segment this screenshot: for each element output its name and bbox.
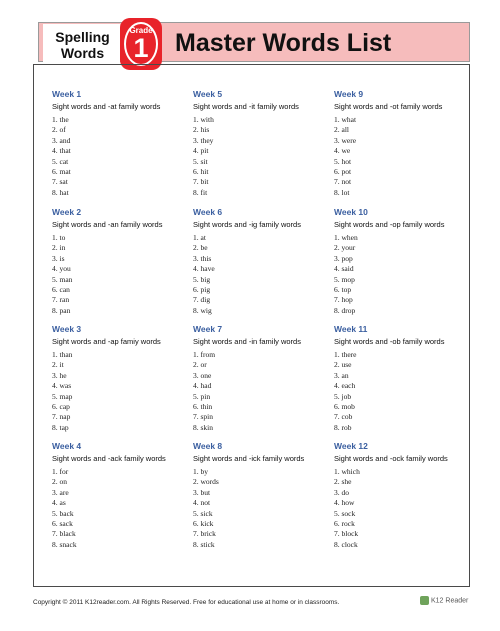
week-block xyxy=(193,324,325,433)
word-item: 7. sat xyxy=(52,177,68,187)
word-item: 8. skin xyxy=(193,422,214,432)
word-list xyxy=(334,233,466,316)
word-item: 2. words xyxy=(193,477,219,487)
word-item: 6. mob xyxy=(334,402,355,412)
word-item: 6. kick xyxy=(193,519,214,529)
word-item: 4. you xyxy=(52,264,71,274)
week-block xyxy=(334,89,466,198)
week-block xyxy=(52,207,184,316)
week-subtitle: Sight words and -ot family words xyxy=(334,102,443,111)
word-item: 4. said xyxy=(334,264,354,274)
word-item: 5. back xyxy=(52,508,74,518)
word-item: 3. and xyxy=(52,135,71,145)
week-title: Week 3 xyxy=(52,324,82,334)
word-item: 4. each xyxy=(334,381,356,391)
word-item: 5. cat xyxy=(52,156,69,166)
word-item: 8. hat xyxy=(52,187,69,197)
word-item: 3. an xyxy=(334,370,349,380)
word-item: 7. not xyxy=(334,177,352,187)
word-item: 1. when xyxy=(334,233,358,242)
word-item: 7. cob xyxy=(334,412,353,422)
word-item: 7. block xyxy=(334,529,359,539)
word-item: 1. with xyxy=(193,115,214,124)
word-list xyxy=(52,350,184,433)
week-title: Week 10 xyxy=(334,207,368,217)
week-subtitle: Sight words and -ack family words xyxy=(52,454,166,463)
word-item: 3. they xyxy=(193,135,214,145)
logo-line-1: Spelling xyxy=(55,29,110,45)
word-item: 4. have xyxy=(193,264,215,274)
word-list xyxy=(193,467,325,550)
week-block xyxy=(193,441,325,550)
word-item: 5. sick xyxy=(193,508,213,518)
grade-number: 1 xyxy=(133,33,149,63)
word-item: 3. are xyxy=(52,487,69,497)
word-item: 4. that xyxy=(52,146,71,156)
word-item: 2. use xyxy=(334,360,352,370)
word-item: 2. his xyxy=(193,125,210,135)
word-item: 3. were xyxy=(334,135,357,145)
week-title: Week 7 xyxy=(193,324,223,334)
word-item: 3. is xyxy=(52,253,65,263)
word-item: 1. by xyxy=(193,467,208,476)
week-title: Week 12 xyxy=(334,441,368,451)
week-subtitle: Sight words and -op family words xyxy=(334,220,445,229)
word-item: 8. pan xyxy=(52,305,71,315)
week-block xyxy=(334,324,466,433)
word-item: 4. had xyxy=(193,381,212,391)
word-item: 8. tap xyxy=(52,422,69,432)
word-item: 5. job xyxy=(334,391,352,401)
word-item: 1. for xyxy=(52,467,69,476)
page-title: Master Words List xyxy=(175,29,392,57)
week-title: Week 1 xyxy=(52,89,82,99)
word-item: 2. in xyxy=(52,243,66,253)
week-subtitle: Sight words and -ick family words xyxy=(193,454,305,463)
word-item: 1. what xyxy=(334,115,357,124)
week-block xyxy=(52,324,184,433)
word-item: 2. all xyxy=(334,125,349,135)
word-item: 5. map xyxy=(52,391,73,401)
word-item: 4. how xyxy=(334,498,355,508)
word-list xyxy=(52,233,184,316)
week-title: Week 2 xyxy=(52,207,82,217)
word-item: 1. than xyxy=(52,350,73,359)
word-item: 7. black xyxy=(52,529,76,539)
word-item: 5. mop xyxy=(334,274,355,284)
word-item: 1. from xyxy=(193,350,216,359)
word-item: 1. at xyxy=(193,233,206,242)
word-item: 7. ran xyxy=(52,295,70,305)
week-subtitle: Sight words and -ob family words xyxy=(334,337,445,346)
word-item: 4. as xyxy=(52,498,66,508)
grade-label: Grade xyxy=(129,26,153,35)
week-block xyxy=(52,441,184,550)
word-item: 8. rob xyxy=(334,422,352,432)
word-item: 8. snack xyxy=(52,539,77,549)
word-item: 2. your xyxy=(334,243,356,253)
word-list xyxy=(334,350,466,433)
word-list xyxy=(334,467,466,550)
word-item: 2. it xyxy=(52,360,64,370)
word-item: 5. hot xyxy=(334,156,352,166)
word-item: 2. on xyxy=(52,477,67,487)
word-item: 3. one xyxy=(193,370,212,380)
word-item: 6. cap xyxy=(52,402,70,412)
word-item: 8. fit xyxy=(193,187,208,197)
word-item: 7. dig xyxy=(193,295,211,305)
word-item: 6. mat xyxy=(52,167,71,177)
word-item: 4. not xyxy=(193,498,211,508)
word-item: 6. thin xyxy=(193,402,213,412)
word-item: 7. hop xyxy=(334,295,353,305)
word-item: 8. stick xyxy=(193,539,215,549)
word-item: 6. pot xyxy=(334,167,352,177)
word-item: 5. man xyxy=(52,274,73,284)
week-block xyxy=(193,89,325,198)
word-item: 2. of xyxy=(52,125,66,135)
word-item: 5. big xyxy=(193,274,211,284)
word-item: 5. sock xyxy=(334,508,356,518)
week-block xyxy=(334,441,466,550)
week-subtitle: Sight words and -ock family words xyxy=(334,454,448,463)
spelling-words-label xyxy=(50,29,115,61)
word-item: 8. clock xyxy=(334,539,358,549)
logo-line-2: Words xyxy=(60,45,105,61)
word-list xyxy=(193,350,325,433)
word-item: 7. spin xyxy=(193,412,214,422)
word-item: 4. was xyxy=(52,381,72,391)
word-item: 1. to xyxy=(52,233,66,242)
week-subtitle: Sight words and -at family words xyxy=(52,102,161,111)
word-item: 6. top xyxy=(334,285,352,295)
week-subtitle: Sight words and -ig family words xyxy=(193,220,301,229)
word-item: 8. wig xyxy=(193,305,212,315)
week-title: Week 4 xyxy=(52,441,82,451)
word-list xyxy=(52,115,184,198)
word-item: 1. which xyxy=(334,467,360,476)
word-item: 8. drop xyxy=(334,305,356,315)
k12reader-logo xyxy=(420,596,468,605)
week-subtitle: Sight words and -it family words xyxy=(193,102,299,111)
week-title: Week 8 xyxy=(193,441,223,451)
word-list xyxy=(193,233,325,316)
word-item: 6. sack xyxy=(52,519,73,529)
word-item: 4. we xyxy=(334,146,351,156)
copyright-footer: Copyright © 2011 K12reader.com. All Rights Reserved. Free for educational use at home or in classrooms. xyxy=(33,599,340,606)
word-item: 1. the xyxy=(52,115,69,124)
word-item: 6. rock xyxy=(334,519,355,529)
word-list xyxy=(193,115,325,198)
word-item: 1. there xyxy=(334,350,357,359)
k12-logo-text: K12 Reader xyxy=(431,597,469,605)
word-item: 3. do xyxy=(334,487,349,497)
week-block xyxy=(193,207,325,316)
word-item: 2. be xyxy=(193,243,208,253)
word-item: 4. pit xyxy=(193,146,209,156)
word-item: 5. sit xyxy=(193,156,208,166)
word-item: 7. brick xyxy=(193,529,216,539)
week-title: Week 9 xyxy=(334,89,364,99)
week-subtitle: Sight words and -ap famiy words xyxy=(52,337,161,346)
word-item: 2. she xyxy=(334,477,352,487)
week-block xyxy=(52,89,184,198)
word-item: 8. lot xyxy=(334,187,350,197)
word-list xyxy=(334,115,466,198)
week-title: Week 11 xyxy=(334,324,368,334)
word-item: 3. this xyxy=(193,253,212,263)
week-title: Week 6 xyxy=(193,207,223,217)
week-subtitle: Sight words and -an family words xyxy=(52,220,163,229)
word-item: 7. bit xyxy=(193,177,209,187)
week-subtitle: Sight words and -in family words xyxy=(193,337,301,346)
word-item: 3. he xyxy=(52,370,67,380)
word-list xyxy=(52,467,184,550)
word-item: 5. pin xyxy=(193,391,211,401)
word-item: 3. but xyxy=(193,487,211,497)
word-item: 6. can xyxy=(52,285,70,295)
word-item: 7. nap xyxy=(52,412,71,422)
k12-logo-icon xyxy=(420,596,429,605)
word-item: 2. or xyxy=(193,360,207,370)
word-item: 3. pop xyxy=(334,253,353,263)
week-title: Week 5 xyxy=(193,89,223,99)
word-item: 6. hit xyxy=(193,167,209,177)
word-item: 6. pig xyxy=(193,285,211,295)
week-block xyxy=(334,207,466,316)
